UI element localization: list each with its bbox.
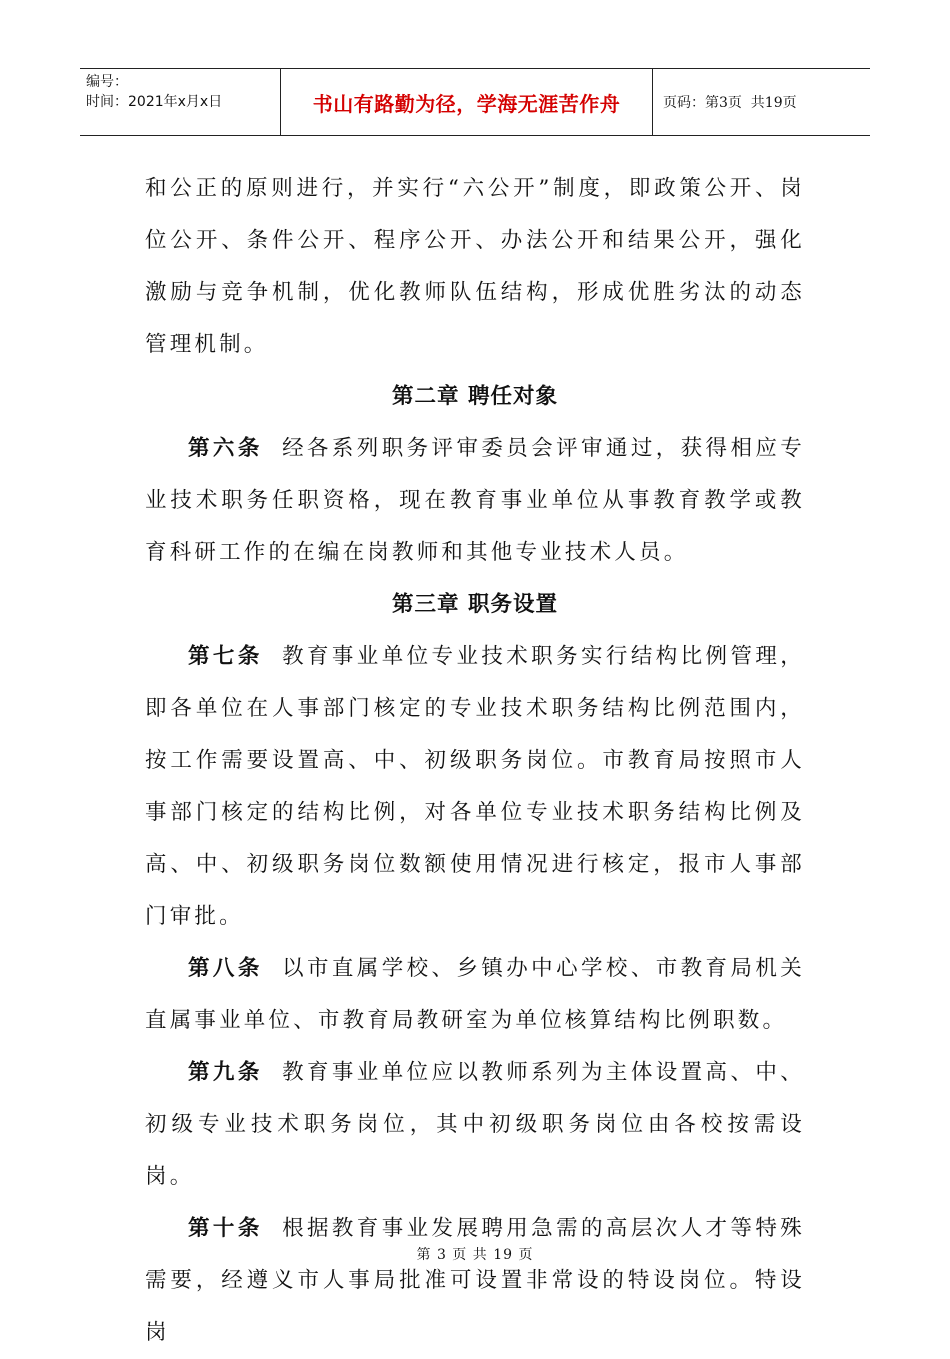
chapter-title-2: 第二章 聘任对象	[392, 384, 558, 409]
header-number-label: 编号：	[86, 74, 128, 90]
header-meta	[80, 69, 281, 135]
article-6	[145, 423, 805, 579]
header-motto: 书山有路勤为径，学海无涯苦作舟	[281, 69, 653, 135]
document-body	[145, 163, 805, 1359]
article-6-label: 第六条	[188, 436, 263, 461]
article-7-label: 第七条	[188, 644, 263, 669]
header-page-info-cell	[653, 69, 870, 135]
paragraph-continued: 和公正的原则进行，并实行“六公开”制度，即政策公开、岗位公开、条件公开、程序公开、办法公开和结果公开，强化激励与竞争机制，优化教师队伍结构，形成优胜劣汰的动态管理机制。	[145, 176, 805, 357]
article-9	[145, 1047, 805, 1203]
article-7	[145, 631, 805, 943]
chapter-title-3: 第三章 职务设置	[392, 592, 558, 617]
article-10-label: 第十条	[188, 1216, 263, 1241]
article-8	[145, 943, 805, 1047]
article-10	[145, 1203, 805, 1359]
article-6-text: 经各系列职务评审委员会评审通过，获得相应专业技术职务任职资格，现在教育事业单位从事教育教学或教育科研工作的在编在岗教师和其他专业技术人员。	[145, 436, 805, 565]
page-header	[80, 68, 870, 136]
article-10-text: 根据教育事业发展聘用急需的高层次人才等特殊需要，经遵义市人事局批准可设置非常设的特设岗位。特设岗	[145, 1216, 805, 1345]
header-time-label: 时间：2021年x月x日	[86, 94, 223, 110]
article-9-text: 教育事业单位应以教师系列为主体设置高、中、初级专业技术职务岗位，其中初级职务岗位由各校按需设岗。	[145, 1060, 805, 1189]
header-page-info: 页码：第3页 共19页	[663, 95, 797, 111]
article-7-text: 教育事业单位专业技术职务实行结构比例管理，即各单位在人事部门核定的专业技术职务结构比例范围内，按工作需要设置高、中、初级职务岗位。市教育局按照市人事部门核定的结构比例，对各单位专业技术职务结构比例及高、中、初级职务岗位数额使用情况进行核定，报市人事部门审批。	[145, 644, 805, 929]
article-9-label: 第九条	[188, 1060, 263, 1085]
page-footer: 第 3 页 共 19 页	[416, 1247, 534, 1263]
article-8-label: 第八条	[188, 956, 263, 981]
article-8-text: 以市直属学校、乡镇办中心学校、市教育局机关直属事业单位、市教育局教研室为单位核算结构比例职数。	[145, 956, 805, 1033]
